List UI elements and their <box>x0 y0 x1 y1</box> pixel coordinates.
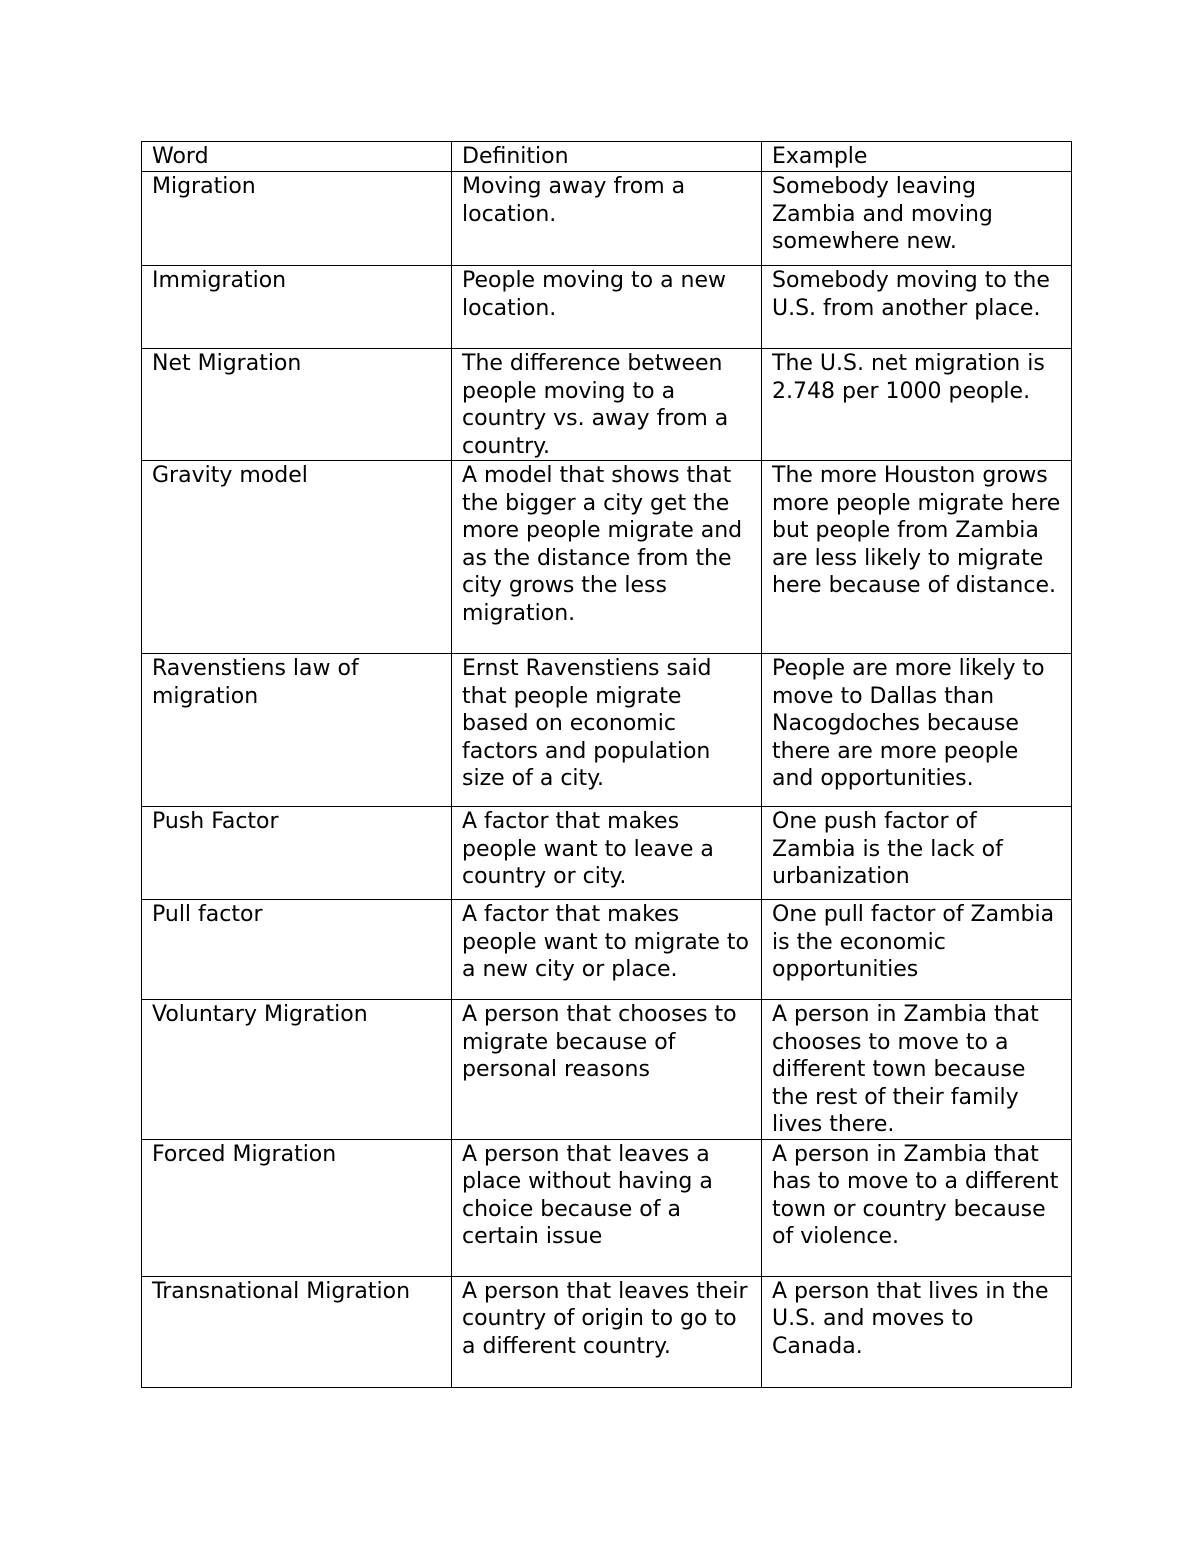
table-row <box>142 266 1072 349</box>
table-row <box>142 172 1072 266</box>
table-header-row <box>142 142 1072 172</box>
cell-example: One push factor of Zambia is the lack of urbanization <box>762 807 1072 900</box>
cell-example: Somebody moving to the U.S. from another place. <box>762 266 1072 349</box>
cell-definition: Ernst Ravenstiens said that people migrate based on economic factors and population size of a city. <box>452 654 762 807</box>
cell-example: People are more likely to move to Dallas than Nacogdoches because there are more people and opportunities. <box>762 654 1072 807</box>
cell-example: A person in Zambia that has to move to a different town or country because of violence. <box>762 1139 1072 1276</box>
cell-example: Somebody leaving Zambia and moving somewhere new. <box>762 172 1072 266</box>
cell-definition: A model that shows that the bigger a city get the more people migrate and as the distance from the city grows the less migration. <box>452 461 762 654</box>
cell-word: Gravity model <box>142 461 452 654</box>
vocabulary-table <box>141 141 1072 1388</box>
cell-word: Transnational Migration <box>142 1276 452 1387</box>
cell-word: Forced Migration <box>142 1139 452 1276</box>
header-word: Word <box>142 142 452 172</box>
table-row <box>142 1000 1072 1140</box>
header-example: Example <box>762 142 1072 172</box>
cell-example: One pull factor of Zambia is the economic opportunities <box>762 900 1072 1000</box>
cell-definition: The difference between people moving to a country vs. away from a country. <box>452 349 762 461</box>
cell-word: Ravenstiens law of migration <box>142 654 452 807</box>
header-definition: Definition <box>452 142 762 172</box>
cell-definition: People moving to a new location. <box>452 266 762 349</box>
table-row <box>142 807 1072 900</box>
table-row <box>142 349 1072 461</box>
cell-word: Migration <box>142 172 452 266</box>
cell-example: The more Houston grows more people migrate here but people from Zambia are less likely to migrate here because of distance. <box>762 461 1072 654</box>
table-row <box>142 900 1072 1000</box>
cell-word: Immigration <box>142 266 452 349</box>
table-row <box>142 654 1072 807</box>
cell-definition: A person that chooses to migrate because of personal reasons <box>452 1000 762 1140</box>
cell-definition: A person that leaves a place without having a choice because of a certain issue <box>452 1139 762 1276</box>
cell-word: Pull factor <box>142 900 452 1000</box>
cell-definition: Moving away from a location. <box>452 172 762 266</box>
cell-word: Voluntary Migration <box>142 1000 452 1140</box>
cell-example: A person in Zambia that chooses to move to a different town because the rest of their family lives there. <box>762 1000 1072 1140</box>
table-row <box>142 1139 1072 1276</box>
cell-word: Push Factor <box>142 807 452 900</box>
cell-example: The U.S. net migration is 2.748 per 1000 people. <box>762 349 1072 461</box>
cell-definition: A factor that makes people want to migrate to a new city or place. <box>452 900 762 1000</box>
cell-definition: A person that leaves their country of origin to go to a different country. <box>452 1276 762 1387</box>
cell-word: Net Migration <box>142 349 452 461</box>
cell-example: A person that lives in the U.S. and moves to Canada. <box>762 1276 1072 1387</box>
table-row <box>142 461 1072 654</box>
table-row <box>142 1276 1072 1387</box>
cell-definition: A factor that makes people want to leave a country or city. <box>452 807 762 900</box>
